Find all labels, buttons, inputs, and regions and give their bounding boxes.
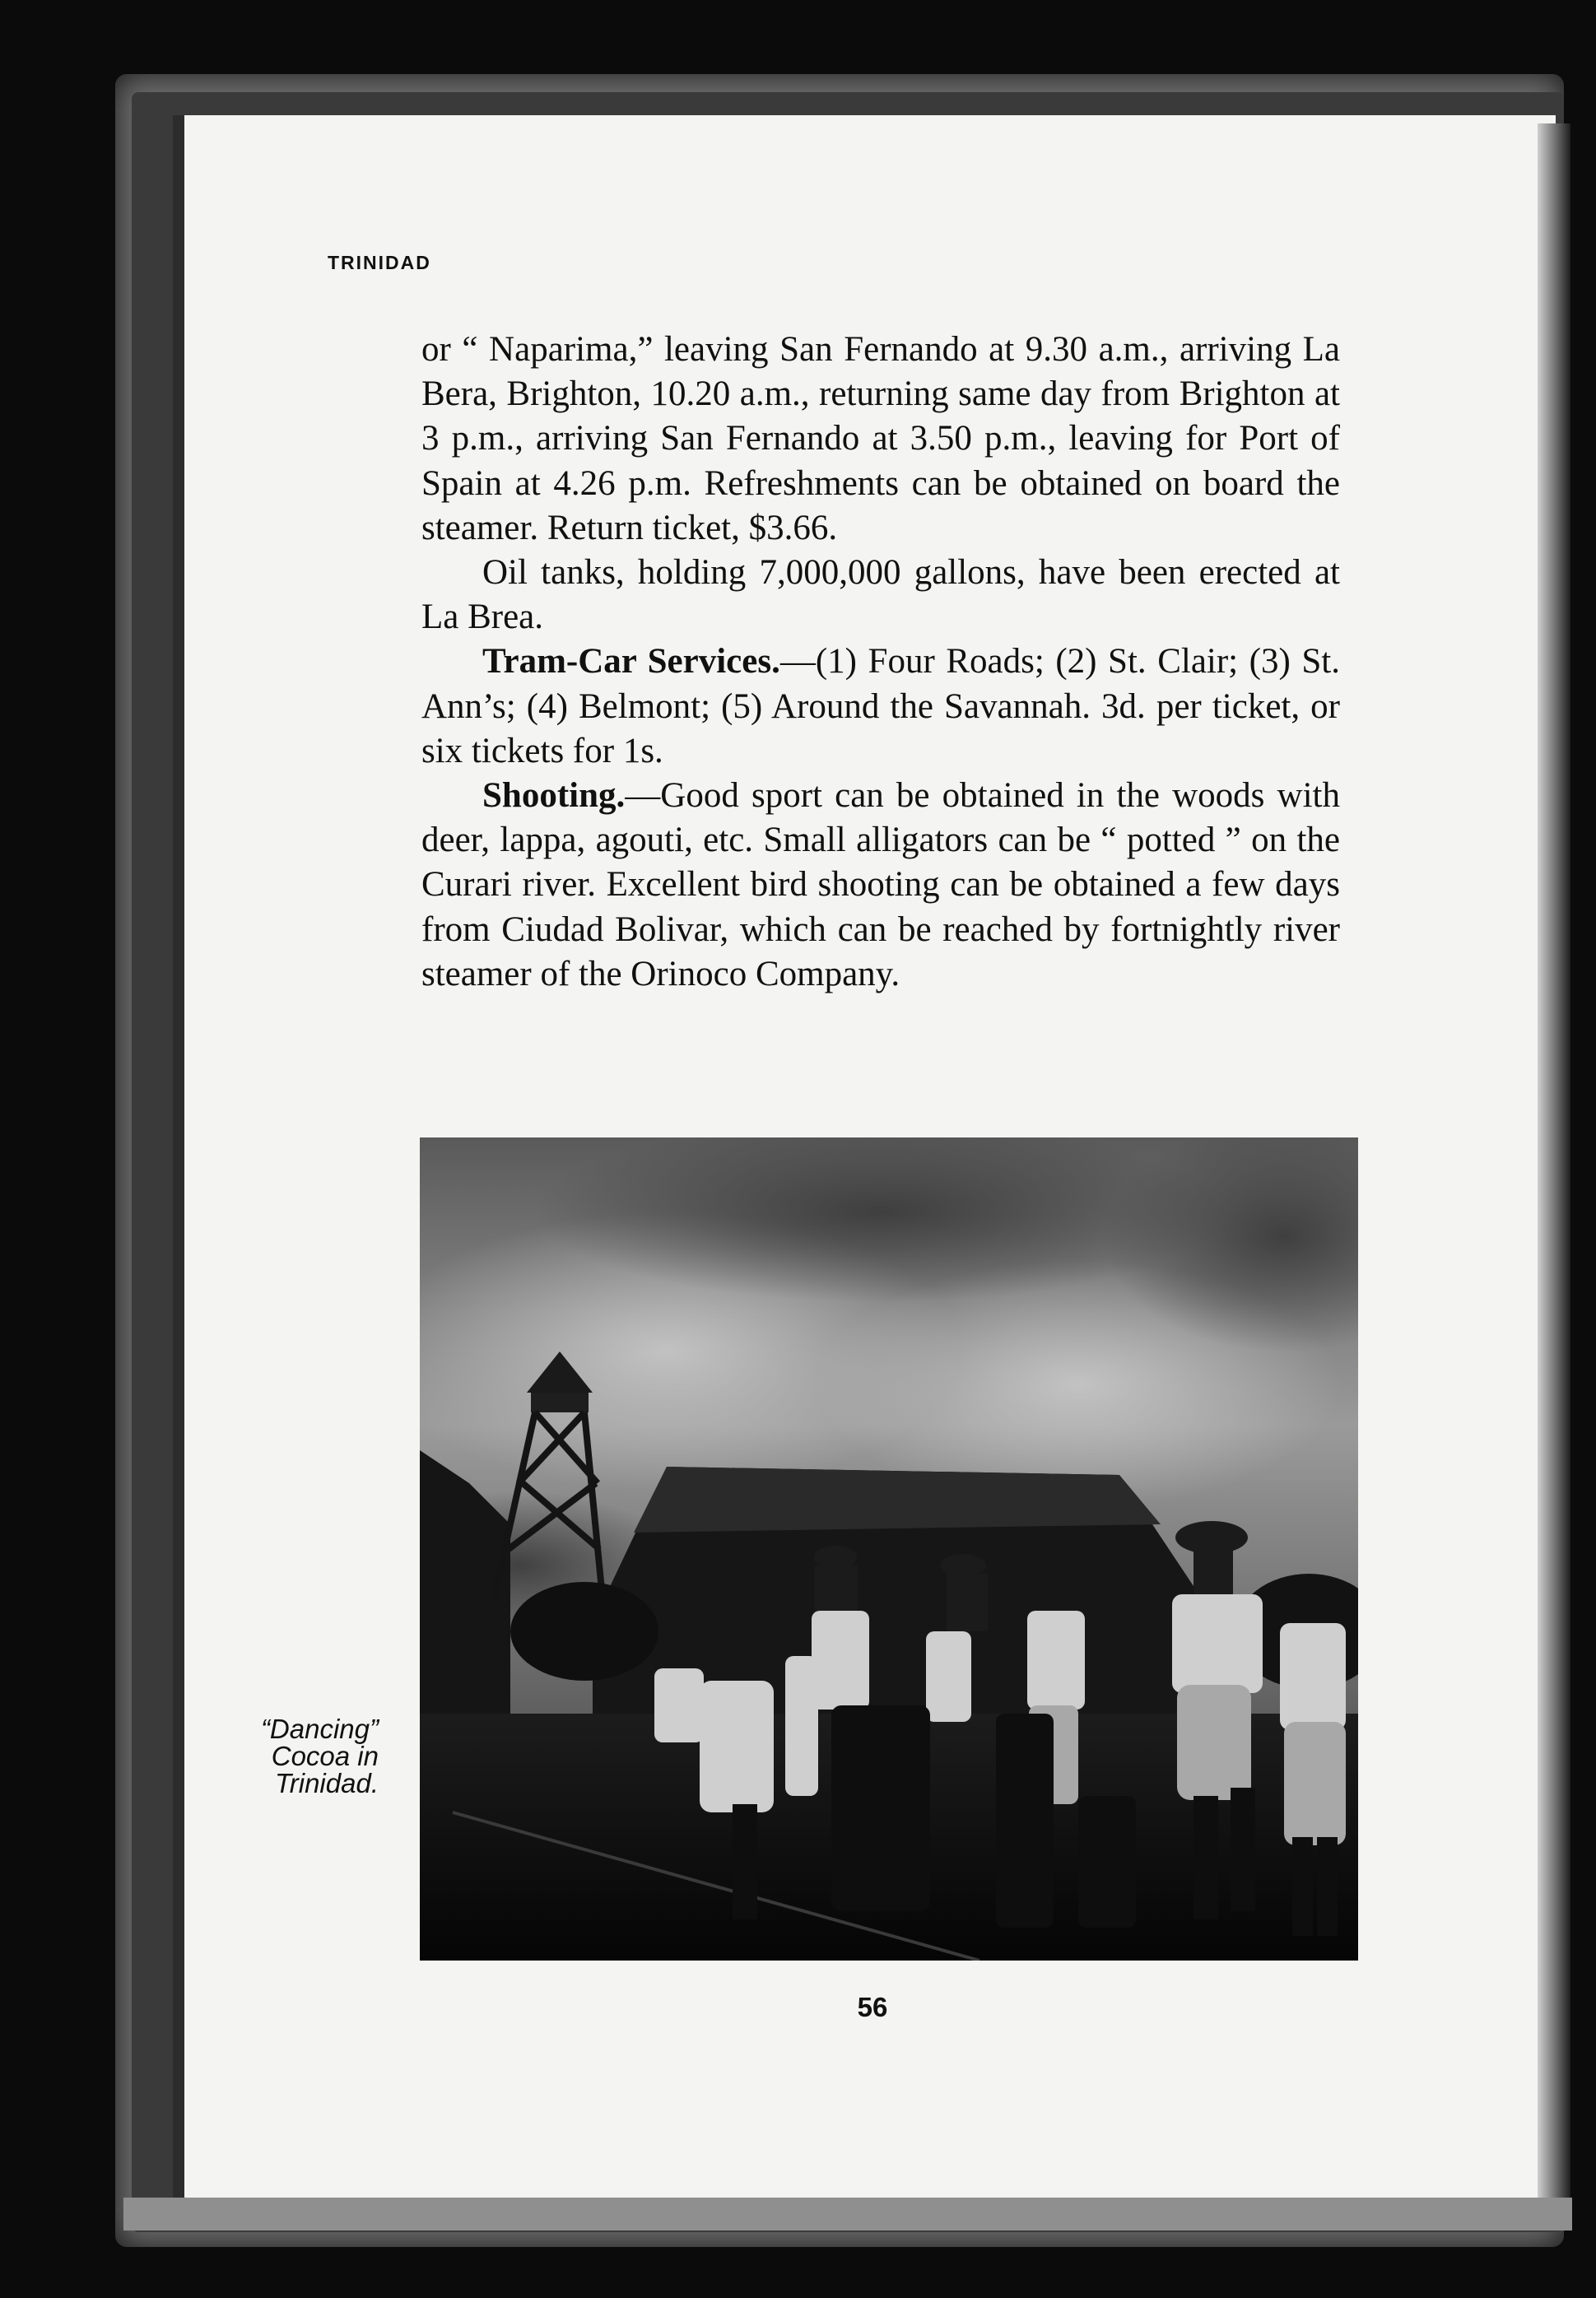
paragraph-oil-tanks: Oil tanks, holding 7,000,000 gallons, have been erected at La Brea. xyxy=(421,553,1340,637)
page-edge xyxy=(1538,123,1570,2198)
cover-bottom-edge xyxy=(123,2198,1572,2231)
running-head: TRINIDAD xyxy=(328,252,431,273)
body-text xyxy=(421,328,1340,997)
paragraph-tram-car xyxy=(421,640,1340,774)
paragraph-steamer: or “ Naparima,” leaving San Fernando at 9.30 a.m., arriving La Bera, Brighton, 10.20 a.m., returning same day from Brighton at 3 p.m., arriving San Fernando at 3.50 p.m., leaving for Port of Spain at 4.26 p.m. Refreshments can be obtained on board the steamer. Return ticket, $3.66. xyxy=(421,330,1340,547)
tram-car-text: —(1) Four Roads; (2) St. Clair; (3) St. Ann’s; (4) Belmont; (5) Around the Savannah. 3d. per ticket, or six tickets for 1s. xyxy=(421,642,1340,770)
caption-line-1: “Dancing” xyxy=(260,1714,379,1744)
paragraph-shooting xyxy=(421,774,1340,997)
caption-line-3: Trinidad. xyxy=(275,1768,379,1798)
shooting-text: —Good sport can be obtained in the woods with deer, lappa, agouti, etc. Small alligators can be “ potted ” on the Curari river. Excellent bird shooting can be obtained a few days from Ciudad Bolivar, which can be reached by fortnightly river steamer of the Orinoco Company. xyxy=(421,776,1340,993)
photo-caption xyxy=(206,1715,379,1797)
caption-line-2: Cocoa in xyxy=(271,1741,379,1771)
page-number: 56 xyxy=(857,1992,888,2022)
tram-car-heading: Tram-Car Services. xyxy=(482,642,780,681)
photograph-dancing-cocoa xyxy=(420,1137,1358,1961)
shooting-heading: Shooting. xyxy=(482,776,626,816)
